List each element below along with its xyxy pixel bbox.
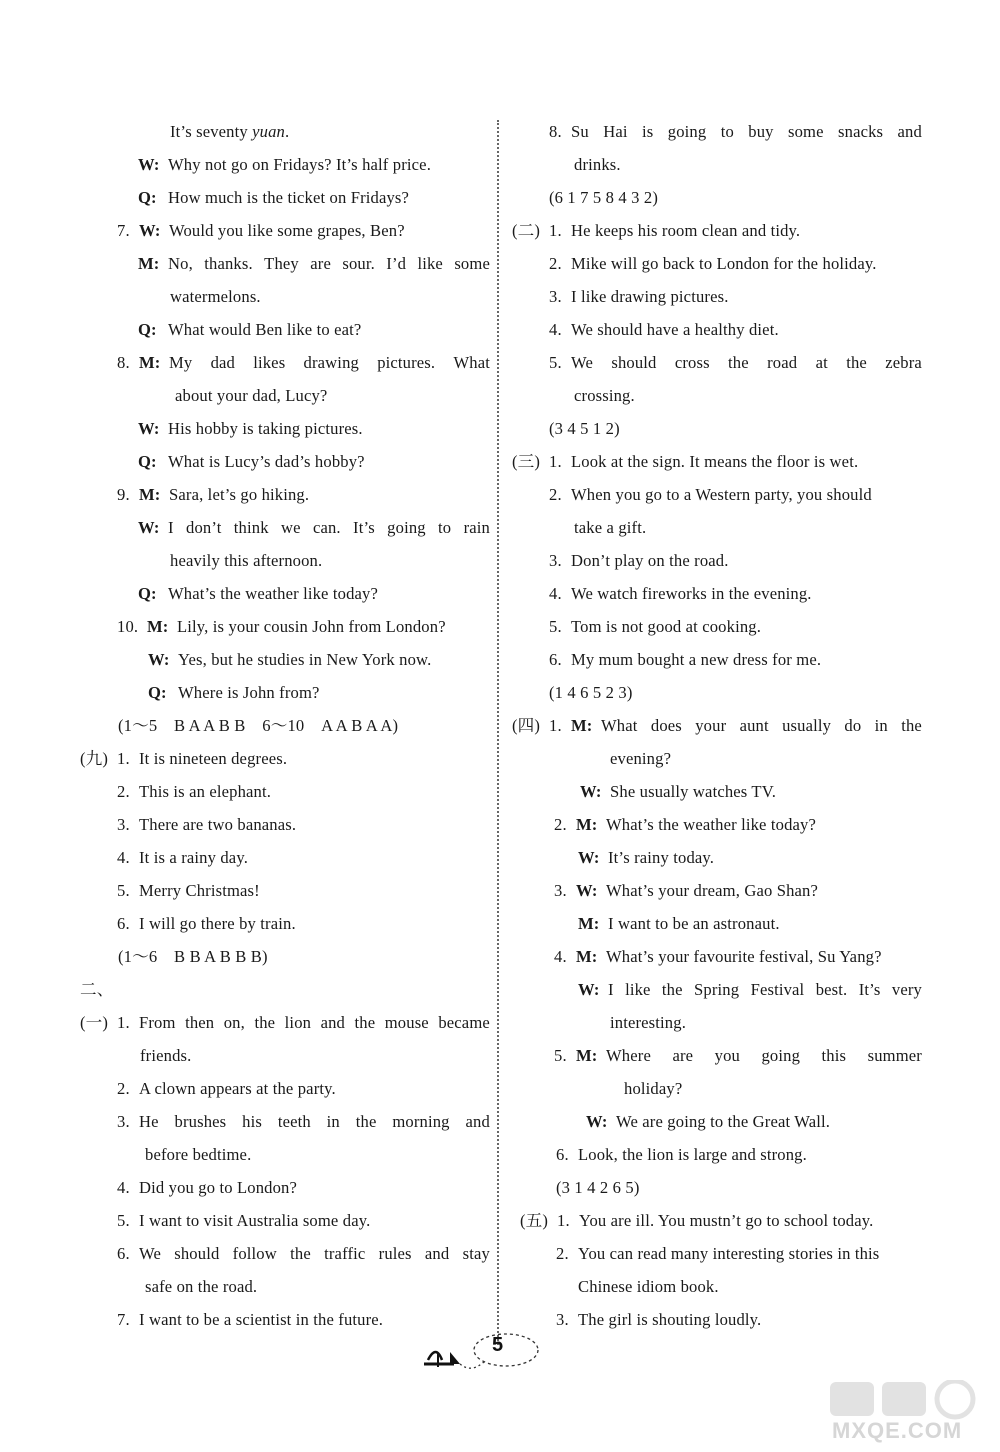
line-text: Look at the sign. It means the floor is wet. [571, 452, 859, 471]
line-text: My mum bought a new dress for me. [571, 650, 822, 669]
line-text: He keeps his room clean and tidy. [571, 221, 801, 240]
item-number: 5. [549, 617, 562, 636]
text-line [80, 841, 490, 874]
line-text: watermelons. [170, 287, 261, 306]
line-text: Yes, but he studies in New York now. [178, 650, 432, 669]
text-line [512, 610, 922, 643]
text-line [80, 1039, 490, 1072]
item-number: 6. [117, 914, 130, 933]
text-line [80, 1138, 490, 1171]
line-text: (1～6 B B A B B B) [118, 947, 268, 966]
line-text: Sara, let’s go hiking. [169, 485, 310, 504]
item-number: 10. [117, 617, 139, 636]
text-line [512, 544, 922, 577]
text-line [512, 181, 922, 214]
speaker-label: M: [578, 914, 600, 933]
speaker-label: W: [578, 848, 600, 867]
text-line [512, 676, 922, 709]
text-line [80, 775, 490, 808]
item-number: 2. [554, 815, 567, 834]
item-number: 1. [549, 221, 562, 240]
text-line [512, 1303, 922, 1336]
item-number: 2. [549, 485, 562, 504]
text-line [512, 478, 922, 511]
line-text: What’s your favourite festival, Su Yang? [606, 947, 882, 966]
line-text: From then on, the lion and the mouse became [139, 1013, 490, 1032]
text-line [80, 148, 490, 181]
line-text: Merry Christmas! [139, 881, 260, 900]
text-line [512, 907, 922, 940]
speaker-label: Q: [138, 584, 157, 603]
item-number: 6. [117, 1244, 130, 1263]
line-text: What is Lucy’s dad’s hobby? [168, 452, 365, 471]
line-text: What’s the weather like today? [606, 815, 816, 834]
line-text: friends. [140, 1046, 192, 1065]
item-number: 6. [556, 1145, 569, 1164]
line-text: He brushes his teeth in the morning and [139, 1112, 490, 1131]
line-text: We are going to the Great Wall. [616, 1112, 831, 1131]
line-text: (3 1 4 2 6 5) [556, 1178, 640, 1197]
line-text: Where is John from? [178, 683, 320, 702]
page-number: 5 [492, 1334, 504, 1356]
text-line [512, 742, 922, 775]
text-line [80, 742, 490, 775]
line-text: I like the Spring Festival best. It’s very [608, 980, 922, 999]
text-line [512, 214, 922, 247]
text-line [512, 1006, 922, 1039]
speaker-label: Q: [148, 683, 167, 702]
text-line [80, 445, 490, 478]
text-line [512, 1039, 922, 1072]
text-line [80, 1270, 490, 1303]
speaker-label: Q: [138, 320, 157, 339]
speaker-label: M: [139, 353, 161, 372]
line-text: It is nineteen degrees. [139, 749, 288, 768]
line-text: We watch fireworks in the evening. [571, 584, 812, 603]
text-line [80, 1204, 490, 1237]
text-line [512, 280, 922, 313]
text-line [80, 214, 490, 247]
text-line [512, 379, 922, 412]
item-number: 3. [549, 287, 562, 306]
line-text: (3 4 5 1 2) [549, 419, 620, 438]
column-divider [497, 120, 499, 1345]
line-text: Where are you going this summer [606, 1046, 922, 1065]
text-line [512, 1072, 922, 1105]
item-number: 5. [117, 881, 130, 900]
item-number: 7. [117, 221, 130, 240]
line-text: What does your aunt usually do in the [601, 716, 922, 735]
speaker-label: W: [138, 155, 160, 174]
speaker-label: M: [576, 815, 598, 834]
text-line [80, 907, 490, 940]
text-line [80, 181, 490, 214]
item-number: 4. [549, 584, 562, 603]
item-number: 1. [117, 749, 130, 768]
line-text: Mike will go back to London for the holiday. [571, 254, 877, 273]
text-line [80, 379, 490, 412]
text-line [512, 1171, 922, 1204]
item-number: 8. [549, 122, 562, 141]
line-text: Would you like some grapes, Ben? [169, 221, 405, 240]
speaker-label: W: [138, 419, 160, 438]
text-line [80, 1006, 490, 1039]
text-line [512, 412, 922, 445]
line-text: I like drawing pictures. [571, 287, 729, 306]
speaker-label: Q: [138, 188, 157, 207]
line-text: It’s rainy today. [608, 848, 715, 867]
item-number: 4. [117, 848, 130, 867]
line-text: Su Hai is going to buy some snacks and [571, 122, 922, 141]
text-line [80, 973, 490, 1006]
line-text: How much is the ticket on Fridays? [168, 188, 410, 207]
item-number: 6. [549, 650, 562, 669]
watermark-logo-icon [820, 1380, 990, 1420]
line-text: A clown appears at the party. [139, 1079, 336, 1098]
speaker-label: Q: [138, 452, 157, 471]
text-line [80, 610, 490, 643]
line-text: (1 4 6 5 2 3) [549, 683, 633, 702]
line-text: crossing. [574, 386, 635, 405]
page-number-bubble-icon [468, 1330, 548, 1374]
text-line [80, 478, 490, 511]
text-line [512, 247, 922, 280]
right-column [512, 115, 922, 1336]
line-text: drinks. [574, 155, 621, 174]
speaker-label: M: [147, 617, 169, 636]
text-line [512, 1237, 922, 1270]
item-number: 2. [549, 254, 562, 273]
line-text: interesting. [610, 1013, 686, 1032]
text-line [80, 709, 490, 742]
text-line [512, 1204, 922, 1237]
text-line [80, 1105, 490, 1138]
text-line [80, 676, 490, 709]
line-text: Don’t play on the road. [571, 551, 729, 570]
text-line [512, 148, 922, 181]
text-line [80, 280, 490, 313]
text-line [80, 511, 490, 544]
item-number: 3. [556, 1310, 569, 1329]
line-text: Chinese idiom book. [578, 1277, 719, 1296]
section-label: (五) [520, 1211, 549, 1230]
line-text: I want to be an astronaut. [608, 914, 780, 933]
section-label: 二、 [80, 980, 114, 999]
item-number: 7. [117, 1310, 130, 1329]
speaker-label: W: [580, 782, 602, 801]
line-text: I want to visit Australia some day. [139, 1211, 371, 1230]
speaker-label: M: [139, 485, 161, 504]
text-line [80, 1072, 490, 1105]
text-line [512, 511, 922, 544]
line-text: holiday? [624, 1079, 683, 1098]
item-number: 3. [117, 1112, 130, 1131]
item-number: 2. [117, 1079, 130, 1098]
line-text: She usually watches TV. [610, 782, 776, 801]
text-line [80, 643, 490, 676]
speaker-label: M: [571, 716, 593, 735]
text-line [80, 1237, 490, 1270]
text-line [80, 115, 490, 148]
speaker-label: M: [138, 254, 160, 273]
line-text: I don’t think we can. It’s going to rain [168, 518, 490, 537]
text-line [512, 1105, 922, 1138]
speaker-label: W: [138, 518, 160, 537]
item-number: 3. [117, 815, 130, 834]
line-text: heavily this afternoon. [170, 551, 323, 570]
line-text: I want to be a scientist in the future. [139, 1310, 384, 1329]
line-text: (6 1 7 5 8 4 3 2) [549, 188, 659, 207]
line-text: evening? [610, 749, 672, 768]
line-text: We should have a healthy diet. [571, 320, 779, 339]
section-label: (一) [80, 1013, 109, 1032]
text-line [80, 313, 490, 346]
line-text: My dad likes drawing pictures. What [169, 353, 490, 372]
watermark [820, 1380, 990, 1445]
line-text: You are ill. You mustn’t go to school today. [579, 1211, 874, 1230]
item-number: 3. [549, 551, 562, 570]
line-text: What’s your dream, Gao Shan? [606, 881, 819, 900]
line-text: There are two bananas. [139, 815, 297, 834]
line-text: It’s seventy yuan. [170, 122, 290, 141]
text-line [512, 709, 922, 742]
section-label: (二) [512, 221, 541, 240]
text-line [80, 874, 490, 907]
line-text: You can read many interesting stories in this [578, 1244, 880, 1263]
line-text: safe on the road. [145, 1277, 258, 1296]
line-text: take a gift. [574, 518, 647, 537]
text-line [80, 346, 490, 379]
speaker-label: M: [576, 947, 598, 966]
text-line [512, 643, 922, 676]
speaker-label: W: [586, 1112, 608, 1131]
text-line [512, 313, 922, 346]
left-column [80, 115, 490, 1336]
text-line [80, 808, 490, 841]
item-number: 2. [117, 782, 130, 801]
item-number: 3. [554, 881, 567, 900]
item-number: 1. [557, 1211, 570, 1230]
line-text: We should follow the traffic rules and stay [139, 1244, 490, 1263]
text-line [512, 841, 922, 874]
text-line [512, 808, 922, 841]
speaker-label: W: [139, 221, 161, 240]
text-line [512, 346, 922, 379]
line-text: Lily, is your cousin John from London? [177, 617, 446, 636]
text-line [512, 445, 922, 478]
text-line [512, 1138, 922, 1171]
speaker-label: W: [576, 881, 598, 900]
text-line [80, 247, 490, 280]
speaker-label: W: [148, 650, 170, 669]
line-text: This is an elephant. [139, 782, 272, 801]
line-text: about your dad, Lucy? [175, 386, 328, 405]
item-number: 4. [554, 947, 567, 966]
item-number: 5. [554, 1046, 567, 1065]
text-line [512, 577, 922, 610]
item-number: 9. [117, 485, 130, 504]
line-text: His hobby is taking pictures. [168, 419, 363, 438]
item-number: 4. [549, 320, 562, 339]
text-line [80, 577, 490, 610]
line-text: It is a rainy day. [139, 848, 248, 867]
item-number: 5. [549, 353, 562, 372]
line-text: Tom is not good at cooking. [571, 617, 762, 636]
line-text: Why not go on Fridays? It’s half price. [168, 155, 431, 174]
line-text: The girl is shouting loudly. [578, 1310, 762, 1329]
item-number: 1. [117, 1013, 130, 1032]
speaker-label: W: [578, 980, 600, 999]
item-number: 5. [117, 1211, 130, 1230]
section-label: (三) [512, 452, 541, 471]
item-number: 2. [556, 1244, 569, 1263]
item-number: 8. [117, 353, 130, 372]
text-line [80, 412, 490, 445]
item-number: 1. [549, 716, 562, 735]
line-text: Look, the lion is large and strong. [578, 1145, 807, 1164]
line-text: What would Ben like to eat? [168, 320, 362, 339]
line-text: No, thanks. They are sour. I’d like some [168, 254, 490, 273]
item-number: 4. [117, 1178, 130, 1197]
text-line [512, 775, 922, 808]
watermark-url: MXQE.COM [832, 1418, 963, 1443]
line-text: (1～5 B A A B B 6～10 A A B A A) [118, 716, 399, 735]
line-text: We should cross the road at the zebra [571, 353, 922, 372]
page-footer [420, 1330, 550, 1380]
item-number: 1. [549, 452, 562, 471]
text-line [512, 940, 922, 973]
text-line [512, 115, 922, 148]
line-text: When you go to a Western party, you should [571, 485, 872, 504]
text-line [80, 940, 490, 973]
text-line [512, 874, 922, 907]
line-text: I will go there by train. [139, 914, 296, 933]
text-line [80, 1171, 490, 1204]
text-line [512, 973, 922, 1006]
text-line [512, 1270, 922, 1303]
section-label: (九) [80, 749, 109, 768]
line-text: Did you go to London? [139, 1178, 298, 1197]
section-label: (四) [512, 716, 541, 735]
line-text: before bedtime. [145, 1145, 252, 1164]
text-line [80, 544, 490, 577]
speaker-label: M: [576, 1046, 598, 1065]
line-text: What’s the weather like today? [168, 584, 378, 603]
